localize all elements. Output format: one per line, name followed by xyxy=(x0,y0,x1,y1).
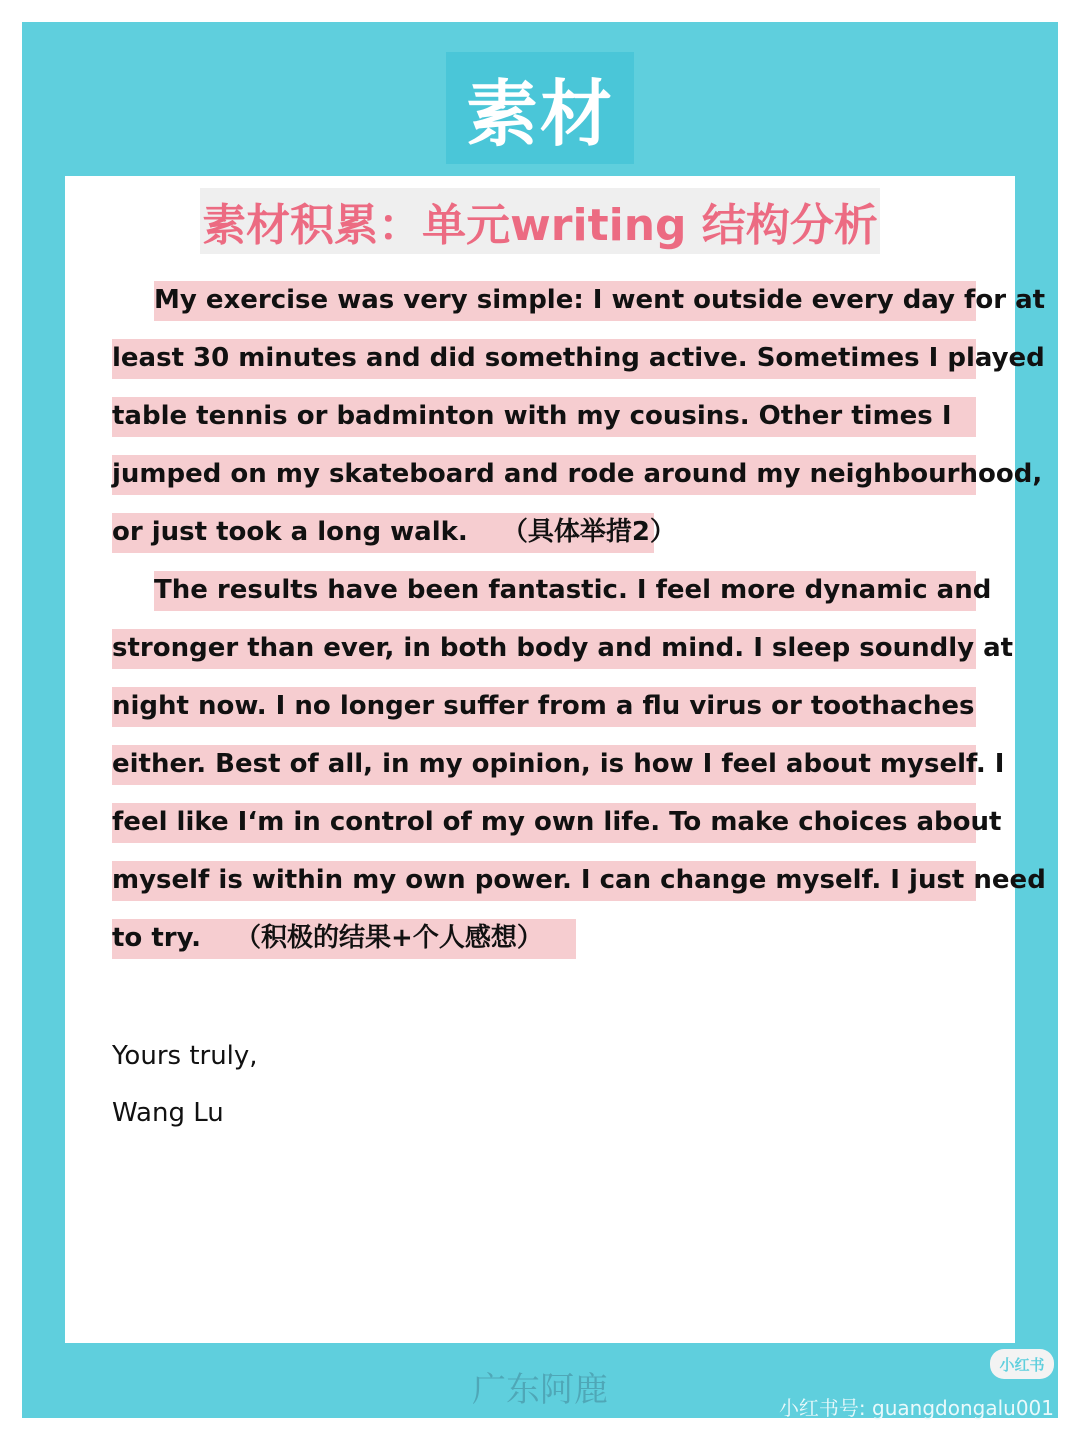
annotation-note: （具体举措2） xyxy=(501,517,676,547)
essay-line: to try. （积极的结果+个人感想） xyxy=(112,916,976,974)
essay-line: least 30 minutes and did something active. Sometimes I played xyxy=(112,336,976,394)
subtitle: 素材积累：单元writing 结构分析 xyxy=(200,188,880,254)
header-tag: 素材 xyxy=(446,52,634,164)
paragraph-2 xyxy=(112,568,1046,974)
annotation-note: （积极的结果+个人感想） xyxy=(235,923,543,953)
account-watermark: 小红书号: guangdongalu001 xyxy=(778,1396,1054,1420)
letter-closing xyxy=(112,1028,258,1142)
essay-line: table tennis or badminton with my cousins. Other times I xyxy=(112,394,976,452)
essay-line: jumped on my skateboard and rode around my neighbourhood, xyxy=(112,452,976,510)
essay-line: myself is within my own power. I can change myself. I just need xyxy=(112,858,976,916)
essay-line: or just took a long walk. （具体举措2） xyxy=(112,510,976,568)
essay-line: night now. I no longer suffer from a flu virus or toothaches xyxy=(112,684,976,742)
essay-line: either. Best of all, in my opinion, is how I feel about myself. I xyxy=(112,742,976,800)
essay-line: feel like I‘m in control of my own life. To make choices about xyxy=(112,800,976,858)
essay-line: The results have been fantastic. I feel more dynamic and xyxy=(112,568,976,626)
signoff: Yours truly, xyxy=(112,1041,258,1071)
brand-label: 广东阿鹿 xyxy=(472,1370,608,1410)
signature-name: Wang Lu xyxy=(112,1098,224,1128)
essay-line: My exercise was very simple: I went outside every day for at xyxy=(112,278,976,336)
paragraph-1 xyxy=(112,278,1046,568)
xiaohongshu-logo: 小红书 xyxy=(990,1349,1054,1379)
essay-line: stronger than ever, in both body and mind. I sleep soundly at xyxy=(112,626,976,684)
essay-body xyxy=(112,278,1046,974)
